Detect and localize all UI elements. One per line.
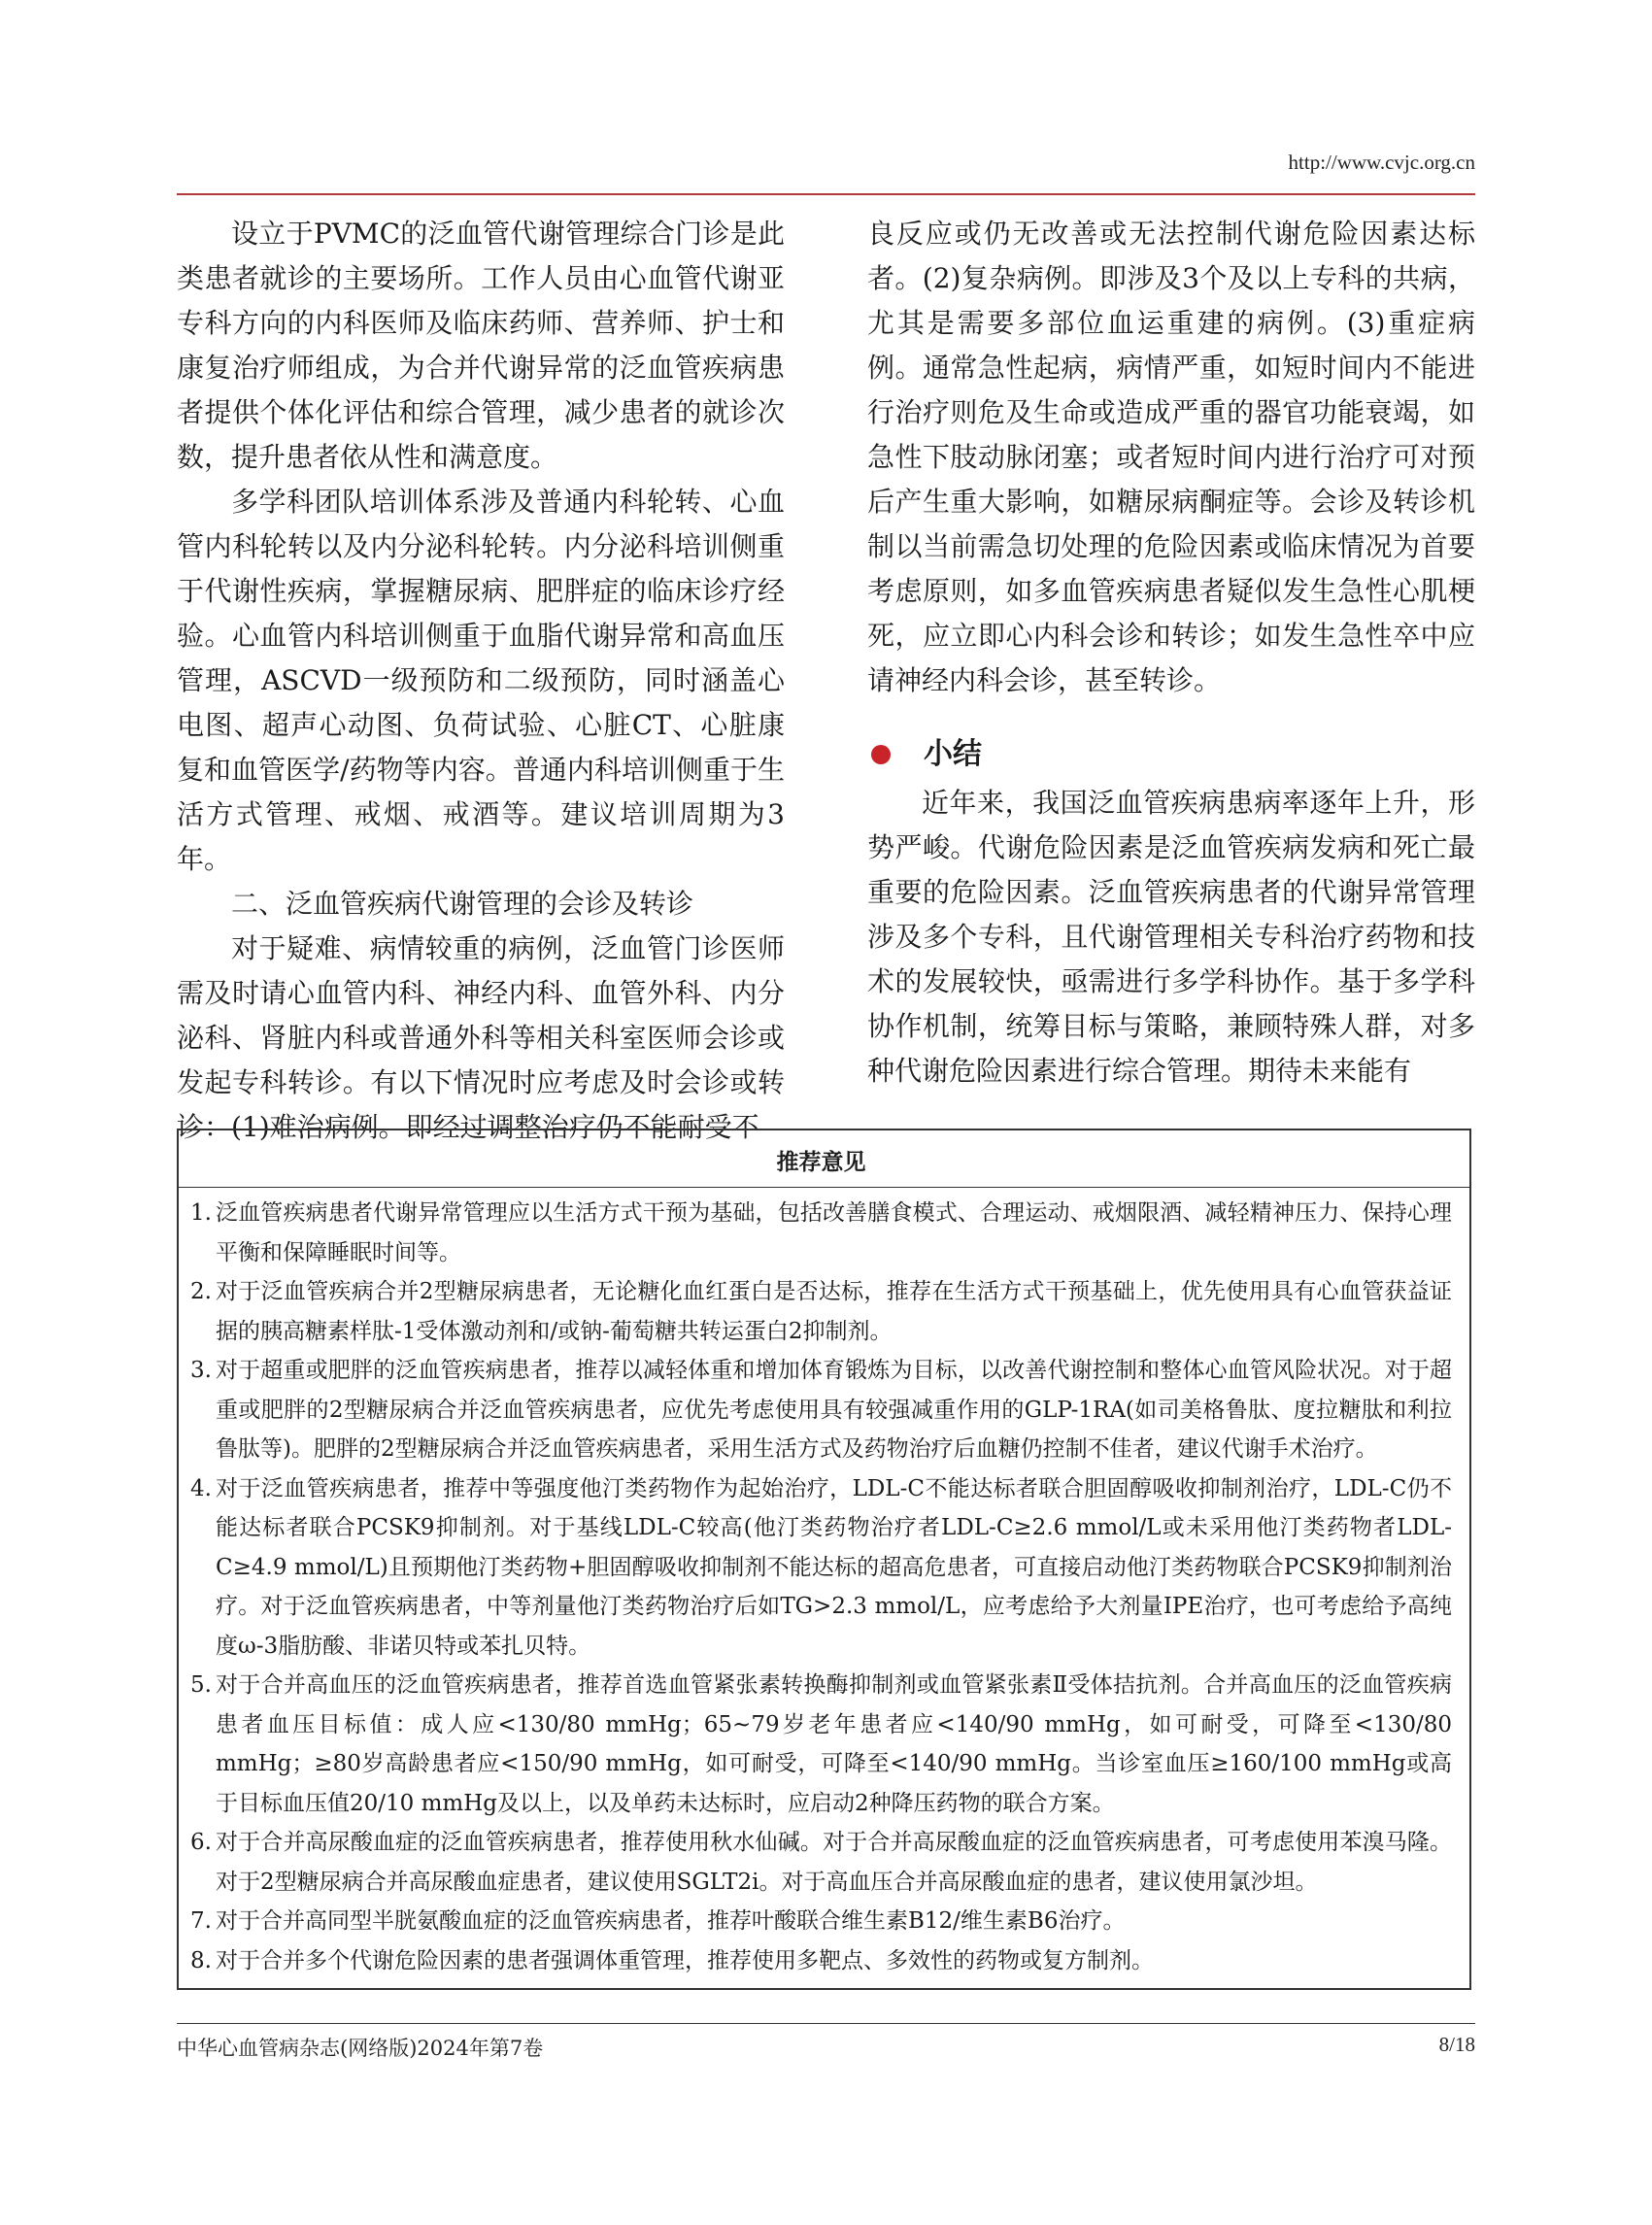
item-number: 1. bbox=[190, 1200, 212, 1226]
paragraph: 对于疑难、病情较重的病例，泛血管门诊医师需及时请心血管内科、神经内科、血管外科、内分泌科、肾脏内科或普通外科等相关科室医师会诊或发起专科转诊。有以下情况时应考虑及时会诊或转诊：(1)难治病例。即经过调整治疗仍不能耐受不 bbox=[177, 932, 785, 1143]
recommendation-item bbox=[190, 1823, 1452, 1902]
item-text: 泛血管疾病患者代谢异常管理应以生活方式干预为基础，包括改善膳食模式、合理运动、戒烟限酒、减轻精神压力、保持心理平衡和保障睡眠时间等。 bbox=[216, 1200, 1452, 1265]
paragraph: 近年来，我国泛血管疾病患病率逐年上升，形势严峻。代谢危险因素是泛血管疾病发病和死亡最重要的危险因素。泛血管疾病患者的代谢异常管理涉及多个专科，且代谢管理相关专科治疗药物和技术的发展较快，亟需进行多学科协作。基于多学科协作机制，统筹目标与策略，兼顾特殊人群，对多种代谢危险因素进行综合管理。期待未来能有 bbox=[867, 787, 1475, 1087]
section-title: 小结 bbox=[924, 737, 982, 771]
left-column bbox=[177, 212, 785, 1150]
recommendation-item bbox=[190, 1666, 1452, 1823]
recommendations-title: 推荐意见 bbox=[776, 1150, 866, 1175]
recommendation-item bbox=[190, 1351, 1452, 1469]
recommendations-box bbox=[177, 1129, 1471, 1990]
recommendation-item bbox=[190, 1902, 1452, 1941]
footer-rule bbox=[177, 2023, 1475, 2024]
footer-page-number: 8/18 bbox=[1438, 2033, 1475, 2056]
recommendation-item bbox=[190, 1194, 1452, 1272]
item-number: 5. bbox=[190, 1672, 212, 1698]
header-rule bbox=[177, 193, 1475, 195]
item-number: 2. bbox=[190, 1279, 212, 1304]
section-heading bbox=[867, 732, 1475, 777]
item-number: 6. bbox=[190, 1830, 212, 1855]
paragraph: 良反应或仍无改善或无法控制代谢危险因素达标者。(2)复杂病例。即涉及3个及以上专科的共病，尤其是需要多部位血运重建的病例。(3)重症病例。通常急性起病，病情严重，如短时间内不能进行治疗则危及生命或造成严重的器官功能衰竭，如急性下肢动脉闭塞；或者短时间内进行治疗可对预后产生重大影响，如糖尿病酮症等。会诊及转诊机制以当前需急切处理的危险因素或临床情况为首要考虑原则，如多血管疾病患者疑似发生急性心肌梗死，应立即心内科会诊和转诊；如发生急性卒中应请神经内科会诊，甚至转诊。 bbox=[867, 218, 1475, 696]
subheading: 二、泛血管疾病代谢管理的会诊及转诊 bbox=[231, 888, 694, 920]
recommendation-item bbox=[190, 1469, 1452, 1667]
item-text: 对于合并高血压的泛血管疾病患者，推荐首选血管紧张素转换酶抑制剂或血管紧张素Ⅱ受体拮抗剂。合并高血压的泛血管疾病患者血压目标值：成人应<130/80 mmHg；65~79岁老年患者应<140/90 mmHg，如可耐受，可降至<130/80 mmHg；≥80岁高龄患者应<150/90 mmHg，如可耐受，可降至<140/90 mmHg。当诊室血压≥160/100 mmHg或高于目标血压值20/10 mmHg及以上，以及单药未达标时，应启动2种降压药物的联合方案。 bbox=[216, 1672, 1452, 1816]
paragraph: 多学科团队培训体系涉及普通内科轮转、心血管内科轮转以及内分泌科轮转。内分泌科培训侧重于代谢性疾病，掌握糖尿病、肥胖症的临床诊疗经验。心血管内科培训侧重于血脂代谢异常和高血压管理，ASCVD一级预防和二级预防，同时涵盖心电图、超声心动图、负荷试验、心脏CT、心脏康复和血管医学/药物等内容。普通内科培训侧重于生活方式管理、戒烟、戒酒等。建议培训周期为3年。 bbox=[177, 486, 785, 875]
item-number: 8. bbox=[190, 1947, 212, 1973]
item-text: 对于超重或肥胖的泛血管疾病患者，推荐以减轻体重和增加体育锻炼为目标，以改善代谢控制和整体心血管风险状况。对于超重或肥胖的2型糖尿病合并泛血管疾病患者，应优先考虑使用具有较强减重作用的GLP-1RA(如司美格鲁肽、度拉糖肽和利拉鲁肽等)。肥胖的2型糖尿病合并泛血管疾病患者，采用生活方式及药物治疗后血糖仍控制不佳者，建议代谢手术治疗。 bbox=[216, 1358, 1452, 1462]
item-text: 对于合并高尿酸血症的泛血管疾病患者，推荐使用秋水仙碱。对于合并高尿酸血症的泛血管疾病患者，可考虑使用苯溴马隆。对于2型糖尿病合并高尿酸血症患者，建议使用SGLT2i。对于高血压合并高尿酸血症的患者，建议使用氯沙坦。 bbox=[216, 1830, 1452, 1895]
item-number: 4. bbox=[190, 1475, 212, 1501]
bullet-dot-icon bbox=[871, 745, 891, 764]
item-number: 7. bbox=[190, 1908, 212, 1934]
item-text: 对于泛血管疾病合并2型糖尿病患者，无论糖化血红蛋白是否达标，推荐在生活方式干预基础上，优先使用具有心血管获益证据的胰高糖素样肽-1受体激动剂和/或钠-葡萄糖共转运蛋白2抑制剂。 bbox=[216, 1279, 1452, 1344]
item-text: 对于泛血管疾病患者，推荐中等强度他汀类药物作为起始治疗，LDL-C不能达标者联合胆固醇吸收抑制剂治疗，LDL-C仍不能达标者联合PCSK9抑制剂。对于基线LDL-C较高(他汀类药物治疗者LDL-C≥2.6 mmol/L或未采用他汀类药物者LDL-C≥4.9 mmol/L)且预期他汀类药物+胆固醇吸收抑制剂不能达标的超高危患者，可直接启动他汀类药物联合PCSK9抑制剂治疗。对于泛血管疾病患者，中等剂量他汀类药物治疗后如TG>2.3 mmol/L，应考虑给予大剂量IPE治疗，也可考虑给予高纯度ω-3脂肪酸、非诺贝特或苯扎贝特。 bbox=[216, 1475, 1452, 1659]
header-url[interactable]: http://www.cvjc.org.cn bbox=[1288, 151, 1475, 174]
item-text: 对于合并高同型半胱氨酸血症的泛血管疾病患者，推荐叶酸联合维生素B12/维生素B6治疗。 bbox=[216, 1908, 1126, 1934]
divider bbox=[179, 1187, 1469, 1188]
paragraph: 设立于PVMC的泛血管代谢管理综合门诊是此类患者就诊的主要场所。工作人员由心血管代谢亚专科方向的内科医师及临床药师、营养师、护士和康复治疗师组成，为合并代谢异常的泛血管疾病患者提供个体化评估和综合管理，减少患者的就诊次数，提升患者依从性和满意度。 bbox=[177, 218, 785, 473]
right-column bbox=[867, 212, 1475, 1094]
footer-journal: 中华心血管病杂志(网络版)2024年第7卷 bbox=[177, 2037, 544, 2060]
recommendation-item bbox=[190, 1941, 1452, 1981]
item-number: 3. bbox=[190, 1358, 212, 1383]
recommendation-item bbox=[190, 1272, 1452, 1351]
item-text: 对于合并多个代谢危险因素的患者强调体重管理，推荐使用多靶点、多效性的药物或复方制剂。 bbox=[216, 1947, 1154, 1973]
